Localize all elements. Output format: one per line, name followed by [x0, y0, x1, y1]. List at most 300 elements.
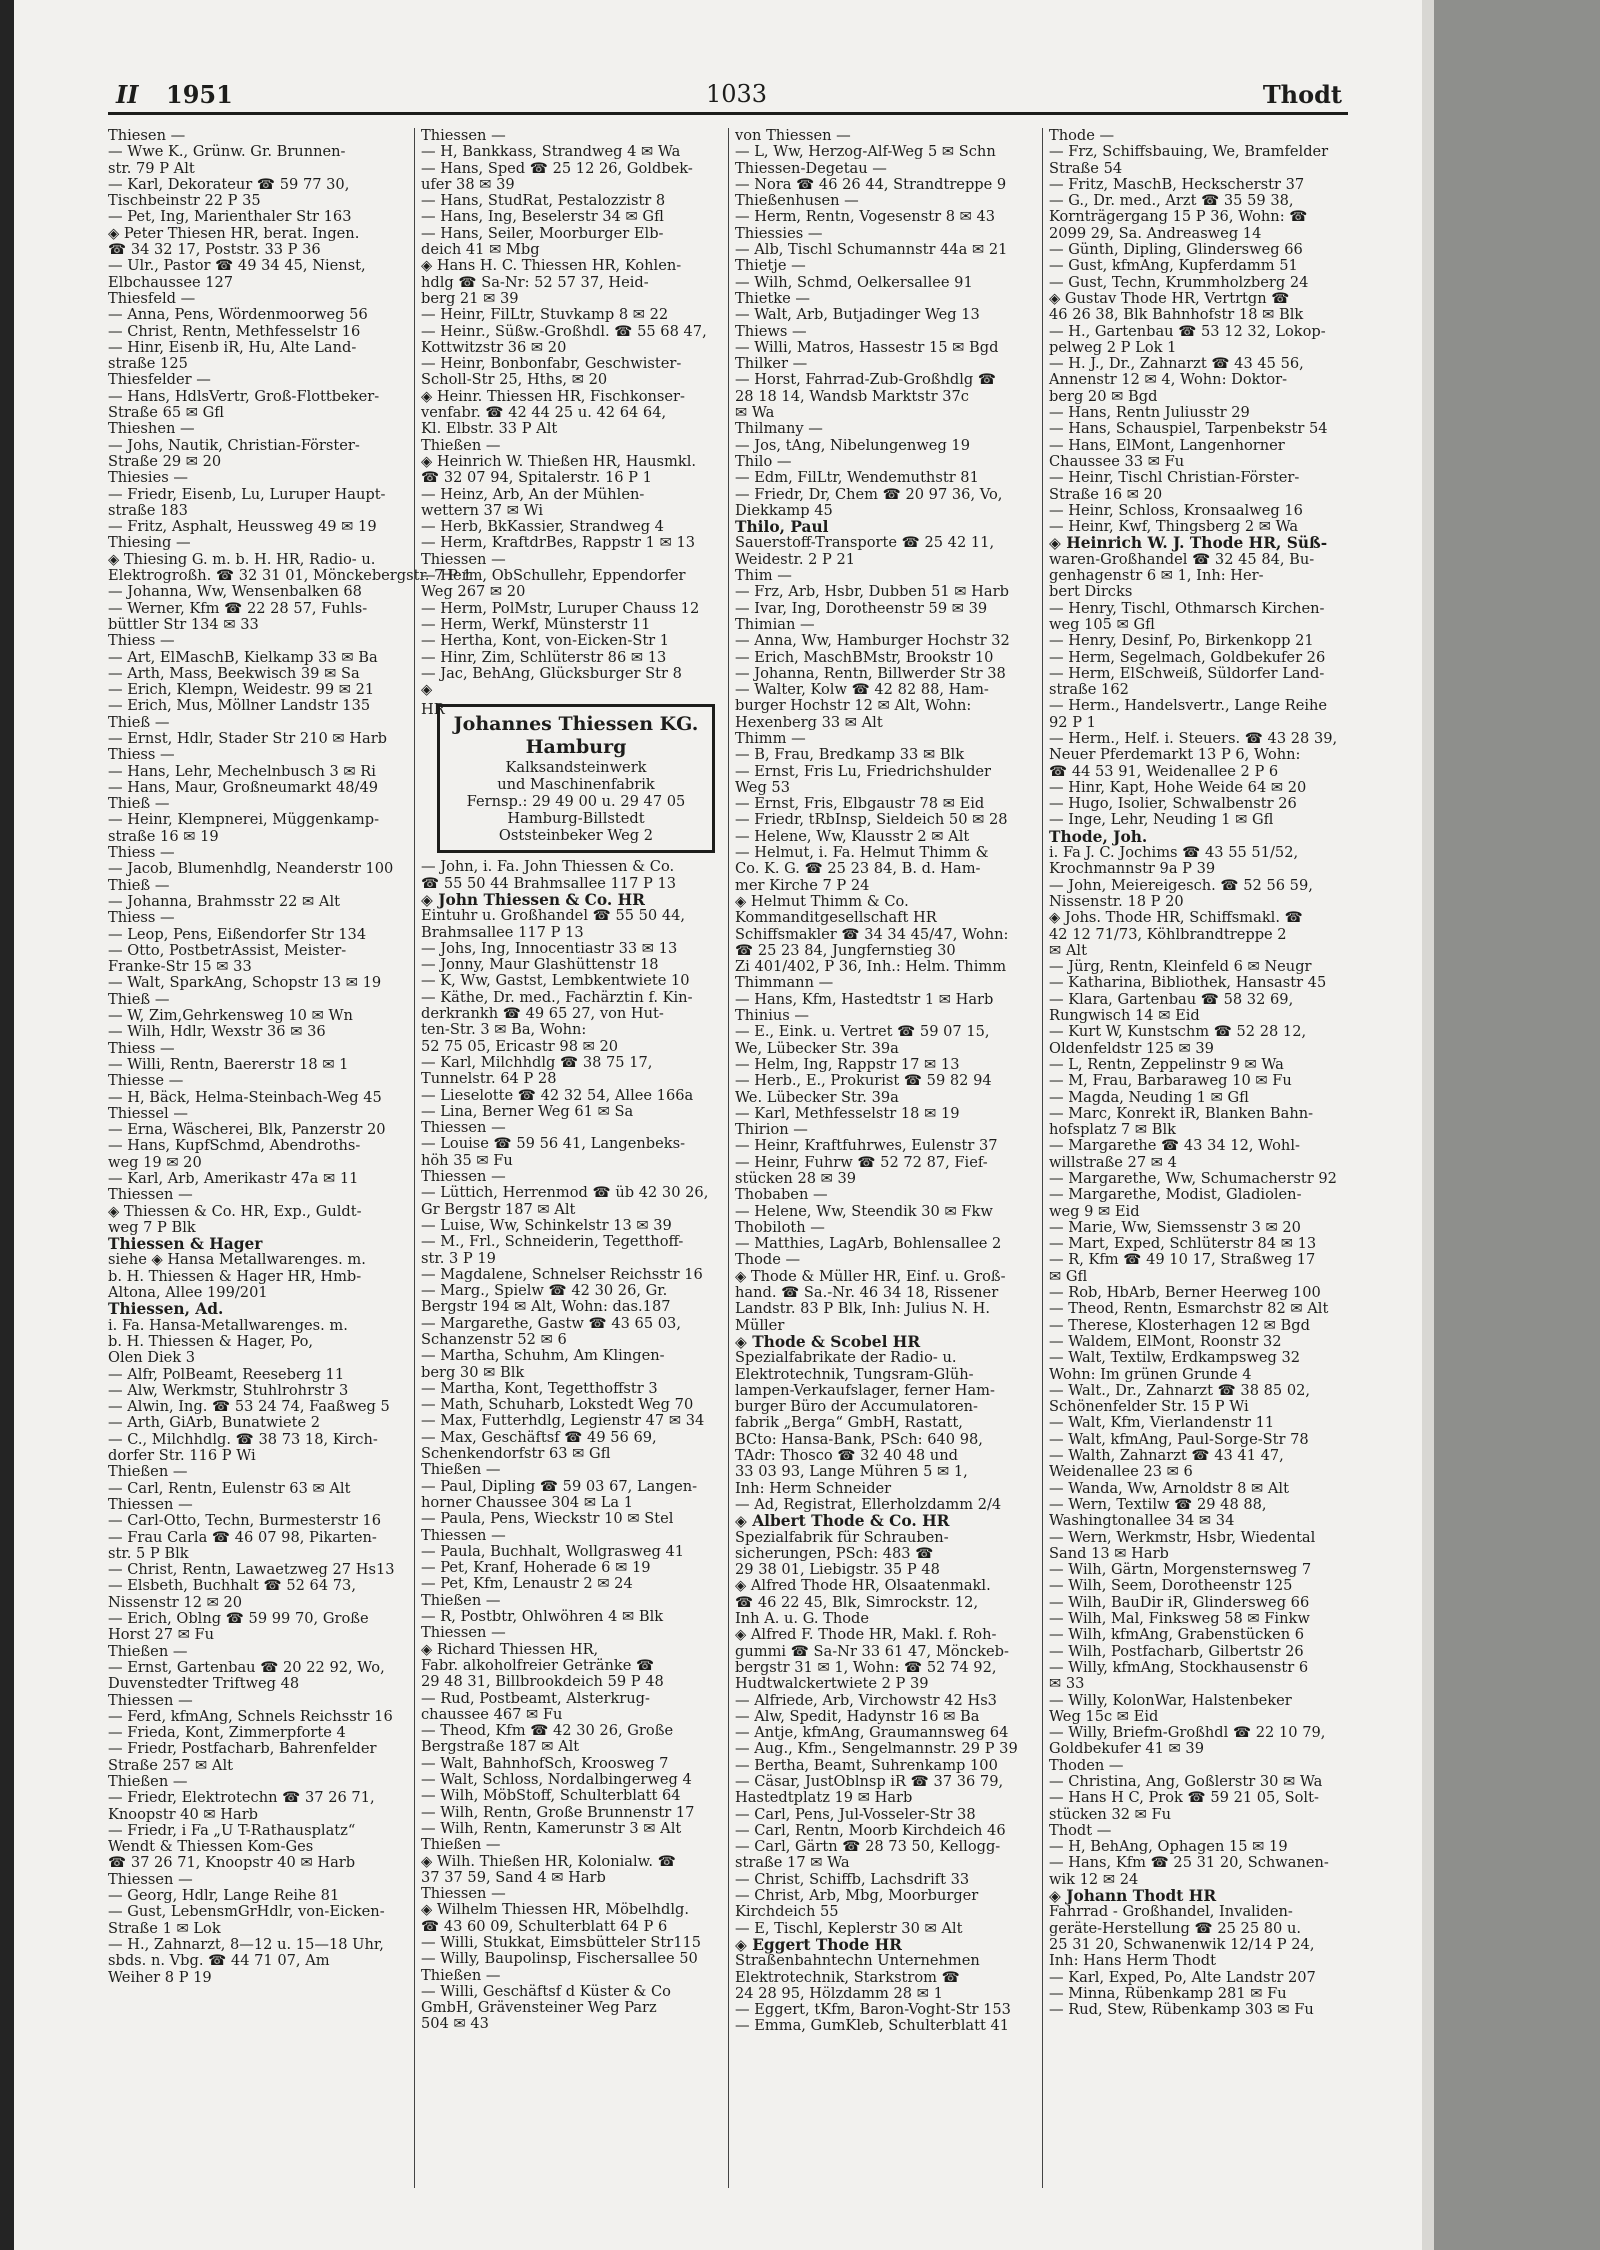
entry-line: BCto: Hansa-Bank, PSch: 640 98,: [735, 1430, 983, 1448]
entry-line: — Martha, Schuhm, Am Klingen-: [421, 1347, 665, 1365]
entry-line: Thimian —: [735, 615, 815, 633]
entry-line: — Herm, Werkf, Münsterstr 11: [421, 615, 651, 633]
entry-line: berg 21 ✉ 39: [421, 289, 519, 307]
entry-line: ☎ 43 60 09, Schulterblatt 64 P 6: [421, 1917, 668, 1935]
entry-line: ◈: [421, 681, 433, 699]
entry-line: Elbchaussee 127: [108, 273, 234, 291]
entry-line: Thinius —: [735, 1007, 809, 1025]
entry-line: — Willy, kfmAng, Stockhausenstr 6: [1049, 1658, 1309, 1676]
entry-line: ✉ Gfl: [1049, 1267, 1088, 1285]
entry-line: 504 ✉ 43: [421, 2015, 489, 2033]
ad-side-mark: HR: [421, 701, 445, 719]
entry-line: — Theod, Rentn, Esmarchstr 82 ✉ Alt: [1049, 1300, 1329, 1318]
entry-line: weg 7 P Blk: [108, 1218, 196, 1236]
entry-line: — Hans, Lehr, Mechelnbusch 3 ✉ Ri: [108, 762, 376, 780]
entry-line: — Henry, Desinf, Po, Birkenkopp 21: [1049, 632, 1314, 650]
entry-line: — Hinr, Kapt, Hohe Weide 64 ✉ 20: [1049, 778, 1307, 796]
entry-line: Thiessen & Hager: [108, 1235, 263, 1254]
entry-line: — Marc, Konrekt iR, Blanken Bahn-: [1049, 1104, 1314, 1122]
entry-line: Thiessen —: [421, 1526, 506, 1544]
entry-line: — Herm, ElSchweiß, Süldorfer Land-: [1049, 664, 1325, 682]
entry-line: — Helene, Ww, Klausstr 2 ✉ Alt: [735, 827, 970, 845]
entry-line: willstraße 27 ✉ 4: [1049, 1153, 1177, 1171]
entry-line: bert Dircks: [1049, 583, 1133, 601]
entry-line: — Jos, tAng, Nibelungenweg 19: [735, 436, 970, 454]
entry-line: — Friedr, Postfacharb, Bahrenfelder: [108, 1740, 377, 1758]
entry-line: — Heinr., Süßw.-Großhdl. ☎ 55 68 47,: [421, 322, 707, 340]
scan-border-left: [0, 0, 14, 2250]
entry-line: — Therese, Klosterhagen 12 ✉ Bgd: [1049, 1316, 1310, 1334]
entry-line: ◈ Heinrich W. J. Thode HR, Süß-: [1049, 534, 1328, 553]
entry-line: Scholl-Str 25, Hths, ✉ 20: [421, 371, 608, 389]
entry-line: — Friedr, i Fa „U T-Rathausplatz“: [108, 1821, 356, 1839]
entry-line: — Otto, PostbetrAssist, Meister-: [108, 941, 347, 959]
entry-line: pelweg 2 P Lok 1: [1049, 338, 1177, 356]
entry-line: Thiessel —: [108, 1104, 188, 1122]
page-header: [108, 72, 1352, 116]
entry-line: — Ulr., Pastor ☎ 49 34 45, Nienst,: [108, 257, 366, 275]
entry-line: — Wilh, Gärtn, Morgensternsweg 7: [1049, 1561, 1312, 1579]
entry-line: — Fritz, Asphalt, Heussweg 49 ✉ 19: [108, 518, 377, 536]
entry-line: — Johanna, Rentn, Billwerder Str 38: [735, 664, 1006, 682]
entry-line: — W, Zim,Gehrkensweg 10 ✉ Wn: [108, 1007, 353, 1025]
entry-line: — Hans, Rentn Juliusstr 29: [1049, 404, 1250, 422]
entry-line: weg 105 ✉ Gfl: [1049, 615, 1155, 633]
entry-line: burger Hochstr 12 ✉ Alt, Wohn:: [735, 697, 972, 715]
entry-line: 29 48 31, Billbrookdeich 59 P 48: [421, 1673, 664, 1691]
entry-line: — Friedr, Dr, Chem ☎ 20 97 36, Vo,: [735, 485, 1003, 503]
entry-line: ◈ Helmut Thimm & Co.: [735, 892, 909, 910]
entry-line: — H, Bäck, Helma-Steinbach-Weg 45: [108, 1088, 382, 1106]
entry-line: — Carl, Gärtn ☎ 28 73 50, Kellogg-: [735, 1838, 1001, 1856]
entry-line: — Walt, Kfm, Vierlandenstr 11: [1049, 1414, 1275, 1432]
entry-line: Bergstr 194 ✉ Alt, Wohn: das.187: [421, 1298, 671, 1316]
entry-line: Hexenberg 33 ✉ Alt: [735, 713, 883, 731]
entry-line: Schiffsmakler ☎ 34 34 45/47, Wohn:: [735, 925, 1009, 943]
entry-line: sicherungen, PSch: 483 ☎: [735, 1544, 934, 1562]
entry-line: — Alb, Tischl Schumannstr 44a ✉ 21: [735, 241, 1008, 259]
entry-line: — Walt, SparkAng, Schopstr 13 ✉ 19: [108, 974, 382, 992]
entry-line: Thoden —: [1049, 1756, 1124, 1774]
column-3: [728, 128, 1033, 2188]
entry-line: ufer 38 ✉ 39: [421, 175, 515, 193]
entry-line: — Erna, Wäscherei, Blk, Panzerstr 20: [108, 1121, 386, 1139]
entry-line: Altona, Allee 199/201: [108, 1284, 268, 1302]
ad-line: und Maschinenfabrik: [497, 776, 655, 794]
entry-line: 92 P 1: [1049, 713, 1096, 731]
entry-line: — Carl, Pens, Jul-Vosseler-Str 38: [735, 1805, 976, 1823]
entry-line: Straße 16 ✉ 20: [1049, 485, 1163, 503]
entry-line: — Jonny, Maur Glashüttenstr 18: [421, 956, 659, 974]
entry-line: — Hans, Ing, Beselerstr 34 ✉ Gfl: [421, 208, 664, 226]
entry-line: — Rob, HbArb, Berner Heerweg 100: [1049, 1284, 1321, 1302]
entry-line: — Werner, Kfm ☎ 22 28 57, Fuhls-: [108, 599, 368, 617]
entry-line: — Willi, Matros, Hassestr 15 ✉ Bgd: [735, 338, 999, 356]
entry-line: büttler Str 134 ✉ 33: [108, 615, 259, 633]
entry-line: — Willy, Briefm-Großhdl ☎ 22 10 79,: [1049, 1724, 1326, 1742]
entry-line: Sand 13 ✉ Harb: [1049, 1544, 1169, 1562]
entry-line: berg 20 ✉ Bgd: [1049, 387, 1158, 405]
entry-line: — Martha, Kont, Tegetthoffstr 3: [421, 1379, 658, 1397]
entry-line: ☎ 34 32 17, Poststr. 33 P 36: [108, 241, 321, 259]
entry-line: — Fritz, MaschB, Heckscherstr 37: [1049, 175, 1305, 193]
entry-line: — Herm, ObSchullehr, Eppendorfer: [421, 567, 686, 585]
entry-line: — Hans, Schauspiel, Tarpenbekstr 54: [1049, 420, 1328, 438]
entry-line: Wohn: Im grünen Grunde 4: [1049, 1365, 1252, 1383]
entry-line: Thiesing —: [108, 534, 191, 552]
entry-line: — H, BehAng, Ophagen 15 ✉ 19: [1049, 1838, 1288, 1856]
entry-line: — Paul, Dipling ☎ 59 03 67, Langen-: [421, 1477, 698, 1495]
entry-line: weg 19 ✉ 20: [108, 1153, 202, 1171]
entry-line: 24 28 95, Hölzdamm 28 ✉ 1: [735, 1984, 943, 2002]
entry-line: — E, Tischl, Keplerstr 30 ✉ Alt: [735, 1919, 963, 1937]
entry-line: — Alfriede, Arb, Virchowstr 42 Hs3: [735, 1691, 997, 1709]
header-rule: [108, 112, 1348, 115]
entry-line: Thießen —: [421, 436, 501, 454]
entry-line: ◈ Thode & Müller HR, Einf. u. Groß-: [735, 1267, 1006, 1285]
entry-line: We. Lübecker Str. 39a: [735, 1088, 899, 1106]
entry-line: TAdr: Thosco ☎ 32 40 48 und: [735, 1447, 958, 1465]
entry-line: geräte-Herstellung ☎ 25 25 80 u.: [1049, 1919, 1302, 1937]
entry-line: 52 75 05, Ericastr 98 ✉ 20: [421, 1037, 619, 1055]
entry-line: Fabr. alkoholfreier Getränke ☎: [421, 1656, 655, 1674]
entry-line: waren-Großhandel ☎ 32 45 84, Bu-: [1049, 550, 1315, 568]
entry-line: Thießen —: [108, 1642, 188, 1660]
entry-line: — Günth, Dipling, Glindersweg 66: [1049, 241, 1303, 259]
advertisement-box: [437, 704, 715, 853]
entry-line: — Frz, Arb, Hsbr, Dubben 51 ✉ Harb: [735, 583, 1009, 601]
entry-line: — Herb., E., Prokurist ☎ 59 82 94: [735, 1072, 992, 1090]
entry-line: — L, Ww, Herzog-Alf-Weg 5 ✉ Schn: [735, 143, 996, 161]
entry-line: — Ernst, Gartenbau ☎ 20 22 92, Wo,: [108, 1658, 385, 1676]
entry-line: Weg 267 ✉ 20: [421, 583, 526, 601]
entry-line: — Erich, Klempn, Weidestr. 99 ✉ 21: [108, 681, 375, 699]
entry-line: ◈ Johann Thodt HR: [1049, 1887, 1217, 1906]
entry-line: ✉ Alt: [1049, 941, 1087, 959]
entry-line: str. 3 P 19: [421, 1249, 496, 1267]
entry-line: Annenstr 12 ✉ 4, Wohn: Doktor-: [1049, 371, 1288, 389]
entry-line: — Herb, BkKassier, Strandweg 4: [421, 518, 664, 536]
entry-line: — R, Kfm ☎ 49 10 17, Straßweg 17: [1049, 1251, 1316, 1269]
entry-line: Weidestr. 2 P 21: [735, 550, 856, 568]
entry-line: — Walt, Arb, Butjadinger Weg 13: [735, 306, 980, 324]
entry-line: ◈ Richard Thiessen HR,: [421, 1640, 599, 1658]
entry-line: hand. ☎ Sa.-Nr. 46 34 18, Rissener: [735, 1284, 999, 1302]
entry-line: — Heinz, Arb, An der Mühlen-: [421, 485, 645, 503]
entry-line: fabrik „Berga“ GmbH, Rastatt,: [735, 1414, 963, 1432]
entry-line: Landstr. 83 P Blk, Inh: Julius N. H.: [735, 1300, 991, 1318]
entry-line: Thim —: [735, 567, 792, 585]
entry-line: Straßenbahntechn Unternehmen: [735, 1952, 980, 1970]
entry-line: — Hans, HdlsVertr, Groß-Flottbeker-: [108, 387, 380, 405]
entry-line: — Margarethe, Modist, Gladiolen-: [1049, 1186, 1302, 1204]
entry-line: — Edm, FilLtr, Wendemuthstr 81: [735, 469, 979, 487]
entry-line: — Theod, Kfm ☎ 42 30 26, Große: [421, 1722, 674, 1740]
entry-line: ◈ Thiessen & Co. HR, Exp., Guldt-: [108, 1202, 362, 1220]
entry-line: — Helene, Ww, Steendik 30 ✉ Fkw: [735, 1202, 993, 1220]
entry-line: Thodt —: [1049, 1821, 1112, 1839]
entry-line: — Anna, Pens, Wördenmoorweg 56: [108, 306, 368, 324]
entry-line: — Jürg, Rentn, Kleinfeld 6 ✉ Neugr: [1049, 958, 1312, 976]
entry-line: — Heinr, Fuhrw ☎ 52 72 87, Fief-: [735, 1153, 988, 1171]
entry-line: Thietke —: [735, 289, 811, 307]
entry-line: Thiessen —: [421, 1885, 506, 1903]
entry-line: Nissenstr. 18 P 20: [1049, 892, 1184, 910]
entry-line: ☎ 32 07 94, Spitalerstr. 16 P 1: [421, 469, 652, 487]
entry-line: — Wanda, Ww, Arnoldstr 8 ✉ Alt: [1049, 1479, 1289, 1497]
entry-line: — Math, Schuharb, Lokstedt Weg 70: [421, 1396, 694, 1414]
entry-line: Müller: [735, 1316, 785, 1334]
entry-line: Thimm —: [735, 729, 806, 747]
entry-line: Thiessen —: [421, 127, 506, 144]
entry-line: — Frau Carla ☎ 46 07 98, Pikarten-: [108, 1528, 377, 1546]
entry-line: 42 12 71/73, Köhlbrandtreppe 2: [1049, 925, 1287, 943]
entry-line: Tischbeinstr 22 P 35: [108, 192, 261, 210]
entry-line: straße 16 ✉ 19: [108, 827, 219, 845]
entry-line: Kirchdeich 55: [735, 1903, 839, 1921]
entry-line: — Walter, Kolw ☎ 42 82 88, Ham-: [735, 681, 989, 699]
entry-line: — Heinr, FilLtr, Stuvkamp 8 ✉ 22: [421, 306, 669, 324]
entry-line: Thiews —: [735, 322, 807, 340]
entry-line: Thiess —: [108, 1039, 175, 1057]
entry-line: — Friedr, tRbInsp, Sieldeich 50 ✉ 28: [735, 811, 1008, 829]
entry-line: Thobaben —: [735, 1186, 828, 1204]
entry-line: — Heinr, Kwf, Thingsberg 2 ✉ Wa: [1049, 518, 1299, 536]
entry-line: ☎ 37 26 71, Knoopstr 40 ✉ Harb: [108, 1854, 356, 1872]
entry-line: von Thiessen —: [735, 127, 851, 144]
entry-line: Thießen —: [421, 1966, 501, 1984]
entry-line: — Karl, Dekorateur ☎ 59 77 30,: [108, 175, 350, 193]
entry-line: — Wilh, Schmd, Oelkersallee 91: [735, 273, 973, 291]
entry-line: weg 9 ✉ Eid: [1049, 1202, 1140, 1220]
entry-line: — Carl, Rentn, Eulenstr 63 ✉ Alt: [108, 1479, 351, 1497]
entry-line: — Hans, Maur, Großneumarkt 48/49: [108, 778, 379, 796]
entry-line: — Alfr, PolBeamt, Reeseberg 11: [108, 1365, 345, 1383]
entry-line: Schenkendorfstr 63 ✉ Gfl: [421, 1445, 611, 1463]
entry-line: deich 41 ✉ Mbg: [421, 241, 540, 259]
entry-line: Schönenfelder Str. 15 P Wi: [1049, 1398, 1249, 1416]
entry-line: Knoopstr 40 ✉ Harb: [108, 1805, 259, 1823]
entry-line: Thiessen —: [108, 1870, 193, 1888]
entry-line: Thode —: [1049, 127, 1115, 144]
entry-line: — Aug., Kfm., Sengelmannstr. 29 P 39: [735, 1740, 1018, 1758]
entry-line: — Alwin, Ing. ☎ 53 24 74, Faaßweg 5: [108, 1398, 390, 1416]
entry-line: ◈ Eggert Thode HR: [735, 1935, 902, 1954]
entry-line: — Hans, KupfSchmd, Abendroths-: [108, 1137, 361, 1155]
entry-line: Weidenallee 23 ✉ 6: [1049, 1463, 1193, 1481]
entry-line: Thiessen —: [421, 1624, 506, 1642]
entry-line: Straße 54: [1049, 159, 1123, 177]
entry-line: — Karl, Arb, Amerikastr 47a ✉ 11: [108, 1170, 359, 1187]
entry-line: — Lüttich, Herrenmod ☎ üb 42 30 26,: [421, 1184, 709, 1202]
entry-line: — Inge, Lehr, Neuding 1 ✉ Gfl: [1049, 811, 1274, 829]
entry-line: burger Büro der Accumulatoren-: [735, 1398, 978, 1416]
entry-line: Thießen —: [108, 1463, 188, 1481]
entry-line: ten-Str. 3 ✉ Ba, Wohn:: [421, 1021, 587, 1039]
entry-line: — Hans, StudRat, Pestalozzistr 8: [421, 192, 666, 210]
entry-line: ◈ Albert Thode & Co. HR: [735, 1512, 950, 1531]
entry-line: Franke-Str 15 ✉ 33: [108, 958, 252, 976]
entry-line: Thiess —: [108, 746, 175, 764]
entry-line: — Lieselotte ☎ 42 32 54, Allee 166a: [421, 1086, 694, 1104]
entry-line: Inh A. u. G. Thode: [735, 1610, 870, 1628]
entry-line: Thießen —: [421, 1591, 501, 1609]
entry-line: ◈ Heinr. Thiessen HR, Fischkonser-: [421, 387, 685, 405]
entry-line: Oldenfeldstr 125 ✉ 39: [1049, 1039, 1214, 1057]
entry-line: — Karl, Methfesselstr 18 ✉ 19: [735, 1104, 960, 1122]
entry-line: — Hans, Seiler, Moorburger Elb-: [421, 224, 664, 242]
entry-line: ✉ 33: [1049, 1675, 1085, 1693]
entry-line: — Horst, Fahrrad-Zub-Großhdlg ☎: [735, 371, 997, 389]
entry-line: — Wilh, MöbStoff, Schulterblatt 64: [421, 1787, 681, 1805]
running-name: Thodt: [1262, 80, 1342, 109]
entry-line: — Ernst, Fris Lu, Friedrichshulder: [735, 762, 992, 780]
entry-line: — Ad, Registrat, Ellerholzdamm 2/4: [735, 1495, 1002, 1513]
entry-line: 28 18 14, Wandsb Marktstr 37c: [735, 387, 969, 405]
entry-line: Thiessen —: [108, 1691, 193, 1709]
entry-line: — Herm, KraftdrBes, Rappstr 1 ✉ 13: [421, 534, 696, 552]
entry-line: — Herm, Segelmach, Goldbekufer 26: [1049, 648, 1326, 666]
ad-line: Oststeinbeker Weg 2: [498, 827, 654, 845]
entry-line: Thode —: [735, 1251, 801, 1269]
entry-line: Thietje —: [735, 257, 806, 275]
entry-line: Wendt & Thiessen Kom-Ges: [108, 1838, 314, 1856]
entry-line: — Pet, Ing, Marienthaler Str 163: [108, 208, 352, 226]
entry-line: Thilmany —: [735, 420, 823, 438]
entry-line: — H., Zahnarzt, 8—12 u. 15—18 Uhr,: [108, 1935, 384, 1953]
column-4: [1042, 128, 1349, 2188]
entry-line: ◈ Wilh. Thießen HR, Kolonialw. ☎: [421, 1852, 676, 1870]
entry-line: ◈ Hans H. C. Thiessen HR, Kohlen-: [421, 257, 682, 275]
entry-line: i. Fa. Hansa-Metallwarenges. m.: [108, 1316, 348, 1334]
entry-line: — Wern, Werkmstr, Hsbr, Wiedental: [1049, 1528, 1316, 1546]
entry-line: — Matthies, LagArb, Bohlensallee 2: [735, 1235, 1002, 1253]
entry-line: — Frieda, Kont, Zimmerpforte 4: [108, 1724, 346, 1742]
entry-line: — Johs, Nautik, Christian-Förster-: [108, 436, 360, 454]
entry-line: Thiessen —: [421, 550, 506, 568]
entry-line: wettern 37 ✉ Wi: [421, 501, 543, 519]
scan-page-edge: [1422, 0, 1434, 2250]
entry-line: Thiessen —: [108, 1186, 193, 1204]
entry-line: — L, Rentn, Zeppelinstr 9 ✉ Wa: [1049, 1055, 1284, 1073]
entry-line: b. H. Thiessen & Hager HR, Hmb-: [108, 1267, 362, 1285]
entry-line: — Hugo, Isolier, Schwalbenstr 26: [1049, 795, 1297, 813]
entry-line: — Christ, Schiffb, Lachsdrift 33: [735, 1870, 970, 1888]
entry-line: lampen-Verkaufslager, ferner Ham-: [735, 1381, 995, 1399]
entry-line: — Carl, Rentn, Moorb Kirchdeich 46: [735, 1821, 1006, 1839]
ad-city: Hamburg: [525, 736, 627, 759]
entry-line: — Georg, Hdlr, Lange Reihe 81: [108, 1887, 340, 1905]
entry-line: Hudtwalckertwiete 2 P 39: [735, 1675, 929, 1693]
entry-line: — Heinr, Bonbonfabr, Geschwister-: [421, 355, 682, 373]
entry-line: Thilo, Paul: [735, 518, 829, 537]
entry-line: Horst 27 ✉ Fu: [108, 1626, 215, 1644]
entry-line: — Rud, Postbeamt, Alsterkrug-: [421, 1689, 650, 1707]
entry-line: ◈ Johs. Thode HR, Schiffsmakl. ☎: [1049, 909, 1303, 927]
entry-line: Rungwisch 14 ✉ Eid: [1049, 1007, 1200, 1025]
entry-line: GmbH, Grävensteiner Weg Parz: [421, 1999, 657, 2017]
entry-line: — Helmut, i. Fa. Helmut Thimm &: [735, 844, 989, 862]
entry-line: — Herm, PolMstr, Luruper Chauss 12: [421, 599, 700, 617]
entry-line: — Walt, Schloss, Nordalbingerweg 4: [421, 1771, 692, 1789]
entry-line: Thiess —: [108, 909, 175, 927]
entry-line: — Elsbeth, Buchhalt ☎ 52 64 73,: [108, 1577, 356, 1595]
entry-line: — Karl, Exped, Po, Alte Landstr 207: [1049, 1968, 1316, 1986]
entry-line: — Wilh, Rentn, Kamerunstr 3 ✉ Alt: [421, 1819, 682, 1837]
entry-line: — E., Eink. u. Vertret ☎ 59 07 15,: [735, 1023, 990, 1041]
entry-line: — Alw, Spedit, Hadynstr 16 ✉ Ba: [735, 1707, 980, 1725]
entry-line: — Erich, Oblng ☎ 59 99 70, Große: [108, 1610, 369, 1628]
directory-page: [108, 60, 1352, 2230]
entry-line: — Willi, Rentn, Baererstr 18 ✉ 1: [108, 1055, 349, 1073]
entry-line: 29 38 01, Liebigstr. 35 P 48: [735, 1561, 940, 1579]
page-number: 1033: [706, 80, 768, 108]
entry-line: — Johanna, Brahmsstr 22 ✉ Alt: [108, 892, 340, 910]
entry-line: ✉ Wa: [735, 404, 775, 422]
entry-line: ◈ Thiesing G. m. b. H. HR, Radio- u.: [108, 550, 376, 568]
entry-line: — Hans, ElMont, Langenhorner: [1049, 436, 1285, 454]
entry-line: — Margarethe ☎ 43 34 12, Wohl-: [1049, 1137, 1300, 1155]
entry-line: — Waldem, ElMont, Roonstr 32: [1049, 1332, 1282, 1350]
entry-line: — H. J., Dr., Zahnarzt ☎ 43 45 56,: [1049, 355, 1304, 373]
entry-line: Inh: Hans Herm Thodt: [1049, 1952, 1217, 1970]
entry-line: ☎ 25 23 84, Jungfernstieg 30: [735, 941, 956, 959]
entry-line: Nissenstr 12 ✉ 20: [108, 1593, 243, 1611]
entry-line: str. 5 P Blk: [108, 1544, 189, 1562]
entry-line: ◈ John Thiessen & Co. HR: [421, 890, 645, 909]
ad-company: Johannes Thiessen KG.: [453, 713, 699, 736]
entry-line: str. 79 P Alt: [108, 159, 195, 177]
entry-line: 46 26 38, Blk Bahnhofstr 18 ✉ Blk: [1049, 306, 1304, 324]
entry-line: Thießen —: [108, 1772, 188, 1790]
entry-line: — Christina, Ang, Goßlerstr 30 ✉ Wa: [1049, 1772, 1323, 1790]
entry-line: Kl. Elbstr. 33 P Alt: [421, 420, 558, 438]
entry-line: — Ernst, Fris, Elbgaustr 78 ✉ Eid: [735, 795, 985, 813]
entry-line: Spezialfabrikate der Radio- u.: [735, 1349, 957, 1367]
entry-line: — G., Dr. med., Arzt ☎ 35 59 38,: [1049, 192, 1294, 210]
entry-line: — Anna, Ww, Hamburger Hochstr 32: [735, 632, 1010, 650]
entry-line: — Heinr, Schloss, Kronsaalweg 16: [1049, 501, 1303, 519]
entry-line: — John, Meiereigesch. ☎ 52 56 59,: [1049, 876, 1313, 894]
entry-line: — John, i. Fa. John Thiessen & Co.: [421, 858, 675, 876]
entry-line: — Wilh, Seem, Dorotheenstr 125: [1049, 1577, 1293, 1595]
entry-line: Thimmann —: [735, 974, 834, 992]
entry-line: Schanzenstr 52 ✉ 6: [421, 1331, 567, 1348]
entry-line: derkrankh ☎ 49 65 27, von Hut-: [421, 1005, 664, 1023]
column-2: [414, 128, 719, 2188]
entry-line: Thiessen —: [421, 1168, 506, 1186]
entry-line: — Paula, Pens, Wieckstr 10 ✉ Stel: [421, 1510, 674, 1528]
entry-line: — Erich, MaschBMstr, Brookstr 10: [735, 648, 994, 666]
entry-line: — Hans H C, Prok ☎ 59 21 05, Solt-: [1049, 1789, 1319, 1807]
entry-line: Brahmsallee 117 P 13: [421, 923, 584, 941]
entry-line: Duvenstedter Triftweg 48: [108, 1675, 300, 1693]
entry-line: wik 12 ✉ 24: [1049, 1870, 1139, 1888]
entry-line: — Lina, Berner Weg 61 ✉ Sa: [421, 1102, 634, 1120]
entry-line: — Christ, Arb, Mbg, Moorburger: [735, 1887, 979, 1905]
entry-line: — Hinr, Eisenb iR, Hu, Alte Land-: [108, 338, 357, 356]
entry-line: Kornträgergang 15 P 36, Wohn: ☎: [1049, 208, 1308, 226]
entry-line: straße 125: [108, 355, 188, 373]
entry-line: Thiessen —: [421, 1119, 506, 1137]
entry-line: — Mart, Exped, Schlüterstr 84 ✉ 13: [1049, 1235, 1317, 1253]
entry-line: ◈ Heinrich W. Thießen HR, Hausmkl.: [421, 452, 697, 470]
entry-line: Kottwitzstr 36 ✉ 20: [421, 338, 567, 356]
entry-line: Goldbekufer 41 ✉ 39: [1049, 1740, 1204, 1758]
entry-line: — Helm, Ing, Rappstr 17 ✉ 13: [735, 1055, 960, 1073]
entry-line: Fahrrad - Großhandel, Invaliden-: [1049, 1903, 1293, 1921]
entry-line: ◈ Peter Thiesen HR, berat. Ingen.: [108, 224, 360, 242]
